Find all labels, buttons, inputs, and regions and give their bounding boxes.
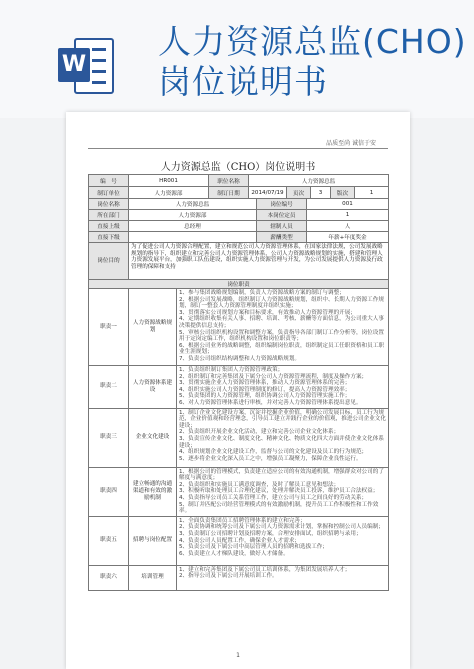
header-rule (88, 148, 388, 149)
duty-row (89, 467, 389, 516)
duty-item: 4、定期组织收集有关人事、招聘、培训、考核、薪酬等方面信息，为公司重大人事决策提供信息支持； (179, 316, 384, 329)
section-header: 岗位职责 (89, 280, 389, 289)
meta-label: 版次 (331, 187, 355, 199)
duty-items (177, 565, 389, 590)
duty-item: 1、负责组织制订集团人力资源管理政策； (179, 367, 284, 373)
duty-name: 企业文化建设 (129, 408, 177, 467)
info-label: 直接下级 (89, 232, 129, 243)
duty-row (89, 516, 389, 565)
duty-number: 职责四 (89, 467, 129, 516)
duty-item: 4、组织实施公司人力资源管理制度的修订，提高人力资源管理效率； (179, 386, 351, 393)
duty-item: 2、负责组织和实施员工满意度调查，及时了解员工意见和想法； (179, 481, 340, 488)
info-value (129, 232, 257, 243)
duty-items (177, 516, 389, 565)
meta-label: 制订单位 (89, 187, 129, 199)
info-row (89, 232, 389, 243)
duty-item: 5、审核公司组织机构设置和调整方案，负责指导各部门制订工作分析等，岗位设置用于定岗定编工作，组织机构设置和岗位职责等； (179, 329, 384, 343)
duty-row (89, 408, 389, 467)
brand-slogan: 品质至尚 诚信于安 (326, 140, 376, 147)
duty-row (89, 289, 389, 366)
info-row (89, 221, 389, 232)
duty-item: 2、组织制订和完善集团及下属分公司人力资源管理流程，制度及操作方案； (179, 373, 368, 380)
meta-value: 人力资源部 (129, 187, 209, 199)
word-badge: W (58, 48, 90, 82)
duty-item: 2、负责协调和统筹公司及下属公司人力资源需求计划，掌握和控制公司人员编制； (179, 524, 384, 531)
info-value: 1 (307, 210, 389, 221)
duty-number: 职责二 (89, 366, 129, 409)
duty-item: 7、负责公司组织结构调整和人力资源战略规划。 (179, 355, 301, 362)
meta-label: 制订日期 (209, 187, 249, 199)
duty-number: 职责六 (89, 565, 129, 590)
info-label: 所在部门 (89, 210, 129, 221)
duty-item: 5、负责集团的人力资源管理，组织协调公司人力资源管理实施工作； (179, 393, 351, 400)
duty-item: 4、组织规划企业文化建设工作，监督与公司的文化建设及员工的行为规范； (179, 449, 368, 456)
info-value: 人力资源部 (129, 210, 257, 221)
meta-value: 人力资源总监 (249, 175, 389, 187)
duty-row (89, 565, 389, 590)
duty-item: 4、负责公司人员配置工作，确保企业人才需求； (179, 537, 301, 544)
duty-item: 2、负责组织开展企业文化活动，建立和完善公司企业文化体系； (179, 429, 340, 436)
duty-name: 培训管理 (129, 565, 177, 590)
duty-item: 1、根据公司的管理模式，负责建立适应公司的有效沟通机制，增强群众对公司的了解度与满意度； (179, 468, 384, 482)
job-description-table (88, 198, 389, 591)
info-label: 薪酬类型 (257, 232, 307, 243)
meta-label: 页次 (287, 187, 311, 199)
duty-items (177, 289, 389, 366)
duty-item: 4、负责指导公司员工关系管理工作，建立公司与员工之间良好的劳动关系； (179, 494, 368, 501)
info-value: 人 (307, 221, 389, 232)
duty-item: 2、根据公司发展战略，组织制订人力资源战略规划，组织中、长期人力资源工作规划，制订一整套人力资源管理制度并组织实施； (179, 296, 384, 310)
meta-value: 2014/07/19 (249, 187, 287, 199)
duty-item: 1、全面负责集团员工招聘管理体系的建立和完善； (179, 517, 306, 524)
meta-value: 3 (311, 187, 331, 199)
document-page (66, 112, 410, 669)
purpose-label: 岗位目的 (89, 243, 129, 280)
info-label: 辖制人员 (257, 221, 307, 232)
duty-row (89, 366, 389, 409)
purpose-text: 为了促进公司人力资源合理配置，建立和规范公司人力资源管理体系，在国家法律法规，公司发展战略规划的指导下，组织建立和完善公司人力资源管理体系，公司人力资源战略规划的实施，搭建和管理人力资源发展平台，加强职工队伍建设，组织实施人力资源管理与开发，为公司发展提供人力资源及行政管理的保障和支持 (129, 243, 389, 280)
header-banner (0, 0, 474, 118)
duty-item: 3、负责宣传企业文化、制度文化、精神文化、物质文化四大方面并使企业文化体系建设； (179, 435, 384, 449)
duty-items (177, 467, 389, 516)
info-value: 年薪+年度奖金 (307, 232, 389, 243)
meta-value: 1 (355, 187, 389, 199)
duty-item: 6、负责建立人才梯队建设，做好人才储备。 (179, 550, 289, 557)
page-number: 1 (236, 652, 240, 659)
duty-item: 2、指导公司及下属公司开展培训工作。 (179, 573, 278, 580)
duty-item: 6、对人力资源管理体系进行审核，并对完善人力资源管理体系提出意见。 (179, 399, 362, 406)
info-row (89, 210, 389, 221)
meta-label: 职位名称 (209, 175, 249, 187)
purpose-row (89, 243, 389, 280)
info-row (89, 199, 389, 210)
info-value: 总经理 (129, 221, 257, 232)
duty-name: 建立畅通的沟通渠道和有效的激励机制 (129, 467, 177, 516)
duty-items (177, 366, 389, 409)
info-label: 岗位编号 (257, 199, 307, 210)
duty-item: 3、积极听取和处理员工合理化建议，处理并解决员工投诉，维护员工合法权益； (179, 488, 379, 495)
duty-item: 1、制订企业文化建设方案，沉淀并挖掘企业价值，明确公司发展目标，员工行为规范，企业价值观和经营理念，引导员工建立并践行企业的价值观，推进公司企业文化建设； (179, 409, 386, 429)
duty-item: 3、贯彻落实公司规划方案和目标要求，有效推动人力资源管理的开展； (179, 309, 356, 316)
duty-number: 职责三 (89, 408, 129, 467)
duty-name: 招聘与岗位配置 (129, 516, 177, 565)
duty-name: 人力资源战略规划 (129, 289, 177, 366)
duty-number: 职责一 (89, 289, 129, 366)
info-value: 001 (307, 199, 389, 210)
duty-item: 1、参与集团战略规划编制，负责人力资源战略方案的制订与调整； (179, 290, 345, 296)
duty-item: 5、逐步将企业文化深入员工之中，增强员工凝聚力，保障企业良性运行。 (179, 455, 362, 462)
duty-item: 1、建立和完善集团及下属公司员工培训体系，为集团发展培养人才； (179, 566, 351, 573)
duty-item: 6、根据公司业务的战略调整，组织编制岗位职责，组织制定员工任职资格和员工职业生涯规划； (179, 342, 384, 356)
banner-title: 人力资源总监(CHO)岗位说明书 (158, 22, 467, 101)
duty-name: 人力资源体系建设 (129, 366, 177, 409)
info-label: 岗位名称 (89, 199, 129, 210)
meta-value: HR001 (129, 175, 209, 187)
info-label: 本岗位定员 (257, 210, 307, 221)
document-title: 人力资源总监（CHO）岗位说明书 (160, 162, 316, 173)
meta-label: 编 号 (89, 175, 129, 187)
duty-item: 5、制订并匹配公司经营管理模式的有效激励机制，提升员工工作积极性和工作效率。 (179, 501, 379, 515)
info-label: 直接上级 (89, 221, 129, 232)
duty-number: 职责五 (89, 516, 129, 565)
document-meta-table (88, 174, 389, 199)
info-value: 人力资源总监 (129, 199, 257, 210)
duty-item: 3、贯彻实施企业人力资源管理体系，推动人力资源管理体系的完善； (179, 380, 351, 387)
duty-items (177, 408, 389, 467)
duty-item: 3、负责制订公司招聘计划及招聘方案，合理安排面试，组织招聘与录用； (179, 530, 362, 537)
word-document-icon (58, 34, 114, 98)
duty-item: 5、负责公司及下属公司中高层管理人员的招聘和选拔工作； (179, 544, 328, 551)
